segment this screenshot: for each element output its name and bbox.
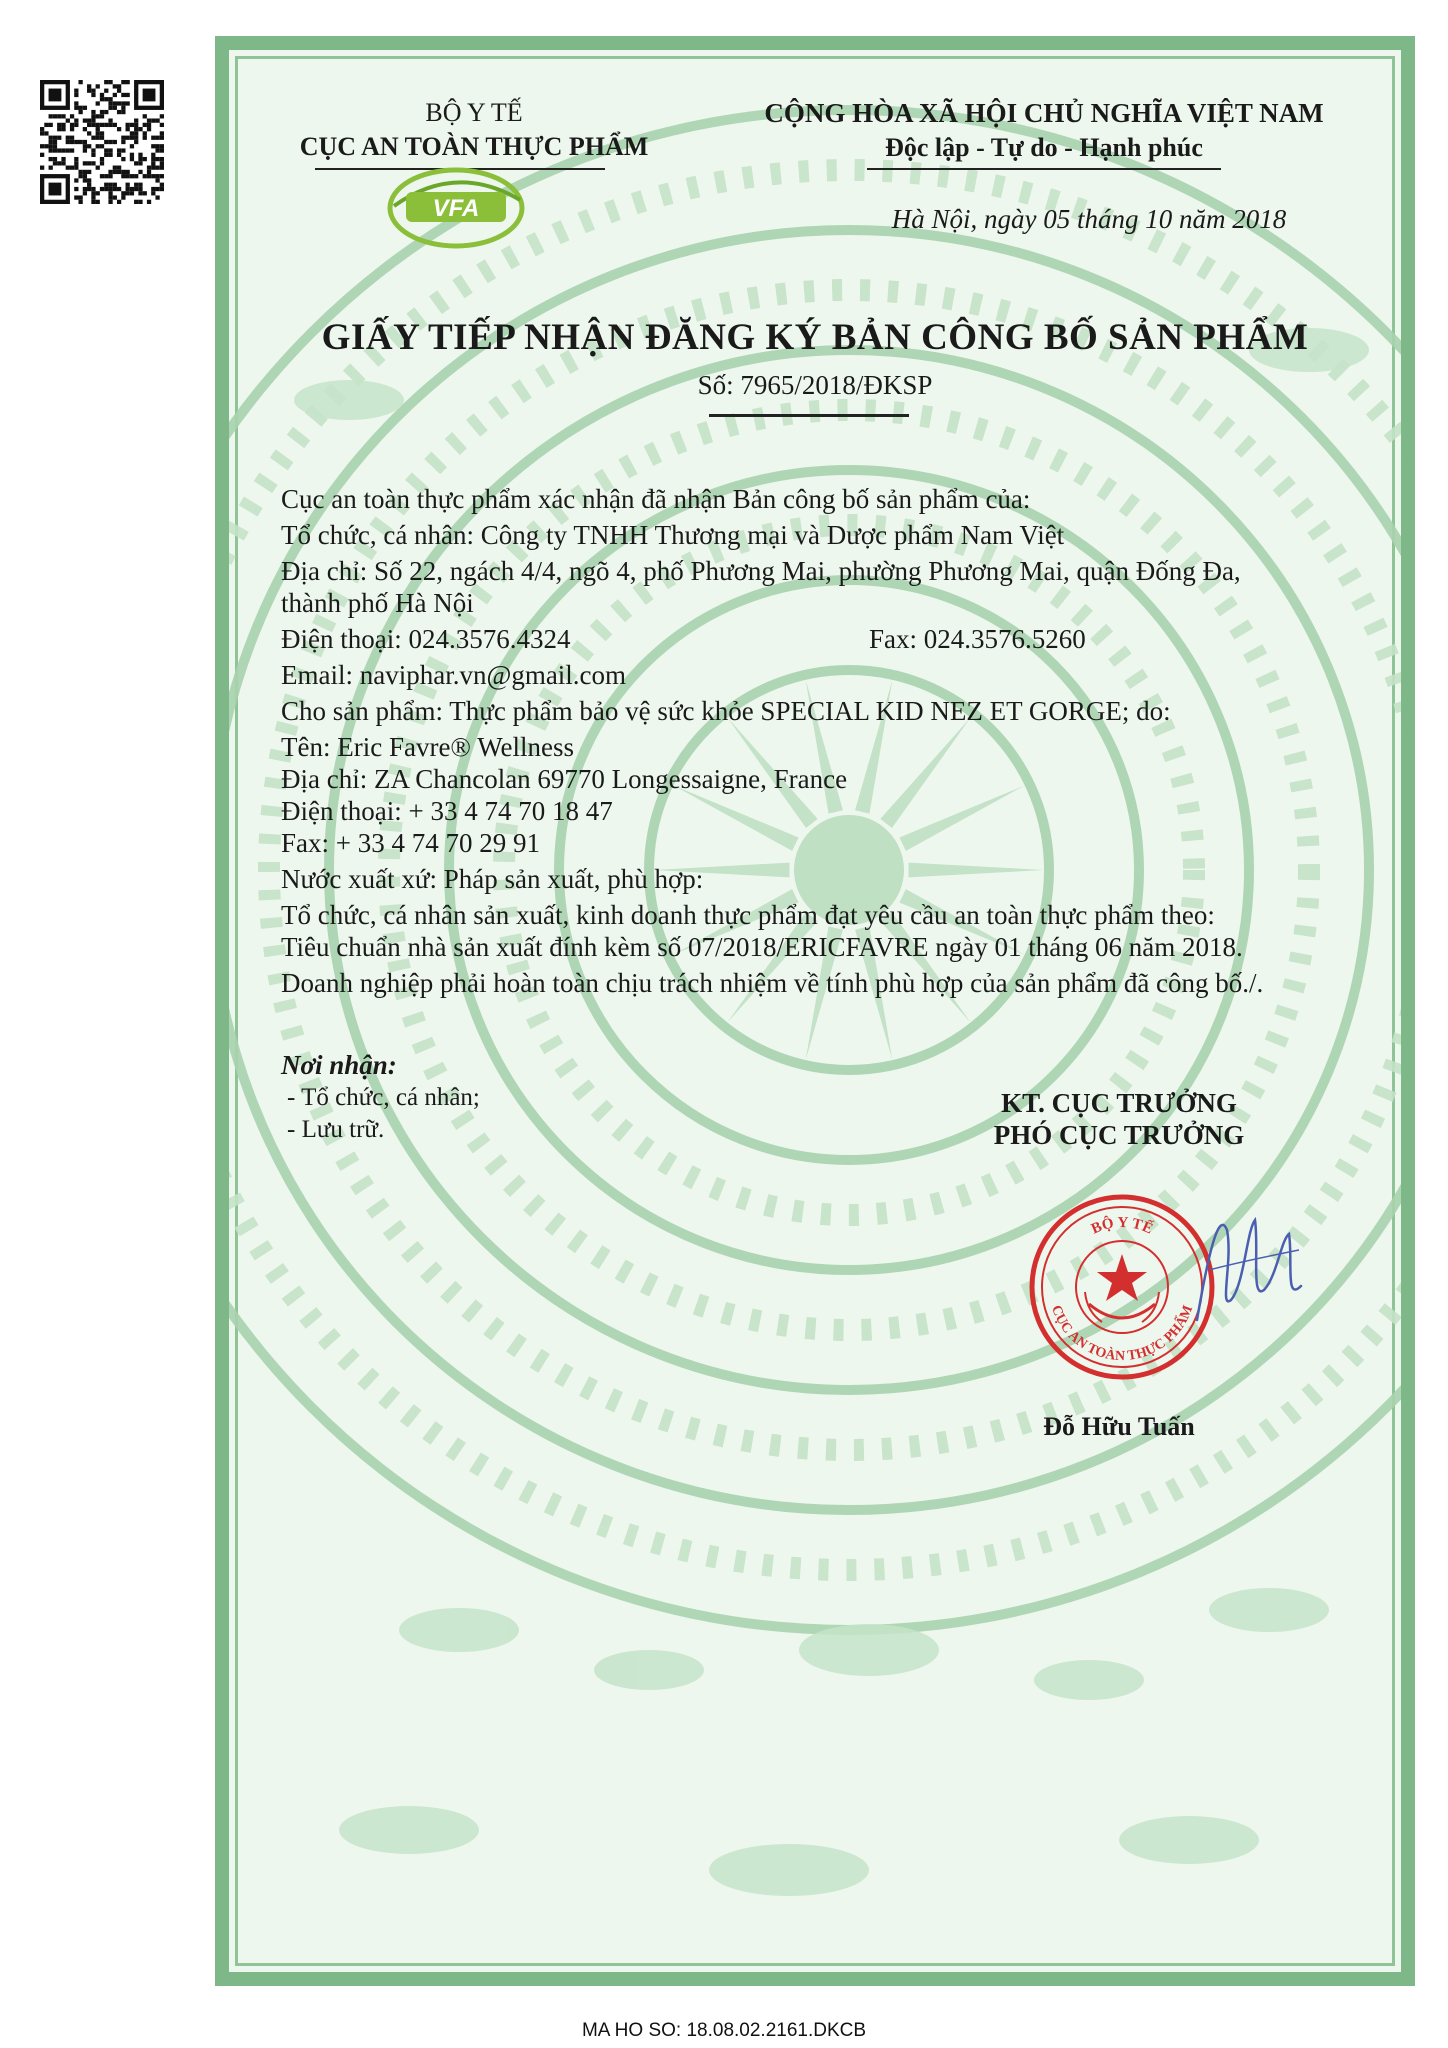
signature-subtitle: PHÓ CỤC TRƯỞNG bbox=[993, 1120, 1245, 1150]
body-email: Email: naviphar.vn@gmail.com bbox=[281, 660, 627, 690]
title-rule bbox=[709, 414, 909, 417]
agency-name: CỤC AN TOÀN THỰC PHẨM bbox=[299, 132, 649, 161]
svg-text:BỘ Y TẾ bbox=[1089, 1215, 1155, 1238]
republic-name: CỘNG HÒA XÃ HỘI CHỦ NGHĨA VIỆT NAM bbox=[764, 98, 1324, 128]
file-code: MA HO SO: 18.08.02.2161.DKCB bbox=[581, 2020, 867, 2041]
signer-name: Đỗ Hữu Tuấn bbox=[1043, 1412, 1195, 1441]
issuing-authority bbox=[259, 98, 689, 162]
body-origin: Nước xuất xứ: Pháp sản xuất, phù hợp: bbox=[281, 864, 704, 894]
body-address-line1: Địa chỉ: Số 22, ngách 4/4, ngõ 4, phố Phương Mai, phường Phương Mai, quận Đống Đa, bbox=[281, 556, 1241, 586]
recipient-item: - Lưu trữ. bbox=[287, 1116, 385, 1143]
drum-star-ray bbox=[880, 718, 970, 829]
national-header bbox=[699, 98, 1389, 163]
issue-date: Hà Nội, ngày 05 tháng 10 năm 2018 bbox=[891, 204, 1287, 234]
body-maker-address: Địa chỉ: ZA Chancolan 69770 Longessaigne, France bbox=[281, 764, 848, 794]
drum-star-ray bbox=[909, 863, 1044, 878]
stamp-bottom-text: CỤC AN TOÀN THỰC PHẨM bbox=[1047, 1303, 1197, 1365]
body-product: Cho sản phẩm: Thực phẩm bảo vệ sức khỏe SPECIAL KID NEZ ET GORGE; do: bbox=[281, 696, 1171, 726]
stamp-top-text: BỘ Y TẾ bbox=[1088, 1214, 1156, 1238]
national-motto: Độc lập - Tự do - Hạnh phúc bbox=[885, 133, 1203, 162]
qr-code bbox=[40, 80, 164, 204]
vfa-logo bbox=[384, 160, 529, 252]
document-number: Số: 7965/2018/ĐKSP bbox=[697, 370, 933, 400]
body-responsibility: Doanh nghiệp phải hoàn toàn chịu trách nhiệm về tính phù hợp của sản phẩm đã công bố./. bbox=[281, 968, 1264, 998]
drum-star-ray bbox=[673, 785, 798, 850]
ministry-name: BỘ Y TẾ bbox=[425, 98, 523, 127]
body-maker-phone: Điện thoại: + 33 4 74 70 18 47 bbox=[281, 796, 613, 826]
body-maker-name: Tên: Eric Favre® Wellness bbox=[281, 732, 575, 762]
body-phone: Điện thoại: 024.3576.4324 bbox=[281, 624, 571, 654]
body-intro: Cục an toàn thực phẩm xác nhận đã nhận Bản công bố sản phẩm của: bbox=[281, 484, 1031, 514]
body-requirement: Tổ chức, cá nhân sản xuất, kinh doanh thực phẩm đạt yêu cầu an toàn thực phẩm theo: bbox=[281, 900, 1215, 930]
recipients-title: Nơi nhận: bbox=[281, 1050, 397, 1080]
certificate-frame bbox=[215, 36, 1415, 1986]
body-fax: Fax: 024.3576.5260 bbox=[869, 624, 1086, 654]
recipient-item: - Tổ chức, cá nhân; bbox=[287, 1084, 480, 1111]
star-emblem-icon bbox=[1097, 1254, 1147, 1301]
body-organization: Tổ chức, cá nhân: Công ty TNHH Thương mại và Dược phẩm Nam Việt bbox=[281, 520, 1065, 550]
handwritten-signature bbox=[1189, 1190, 1309, 1340]
vfa-logo-text: VFA bbox=[432, 195, 480, 222]
body-address-line2: thành phố Hà Nội bbox=[281, 588, 474, 618]
signature-title: KT. CỤC TRƯỞNG bbox=[1001, 1088, 1237, 1118]
drum-star-ray bbox=[899, 785, 1024, 850]
header-right-rule bbox=[867, 168, 1221, 170]
document-title: GIẤY TIẾP NHẬN ĐĂNG KÝ BẢN CÔNG BỐ SẢN PHẨM bbox=[321, 317, 1309, 358]
body-maker-fax: Fax: + 33 4 74 70 29 91 bbox=[281, 828, 540, 858]
body-standard: Tiêu chuẩn nhà sản xuất đính kèm số 07/2018/ERICFAVRE ngày 01 tháng 06 năm 2018. bbox=[281, 932, 1243, 962]
